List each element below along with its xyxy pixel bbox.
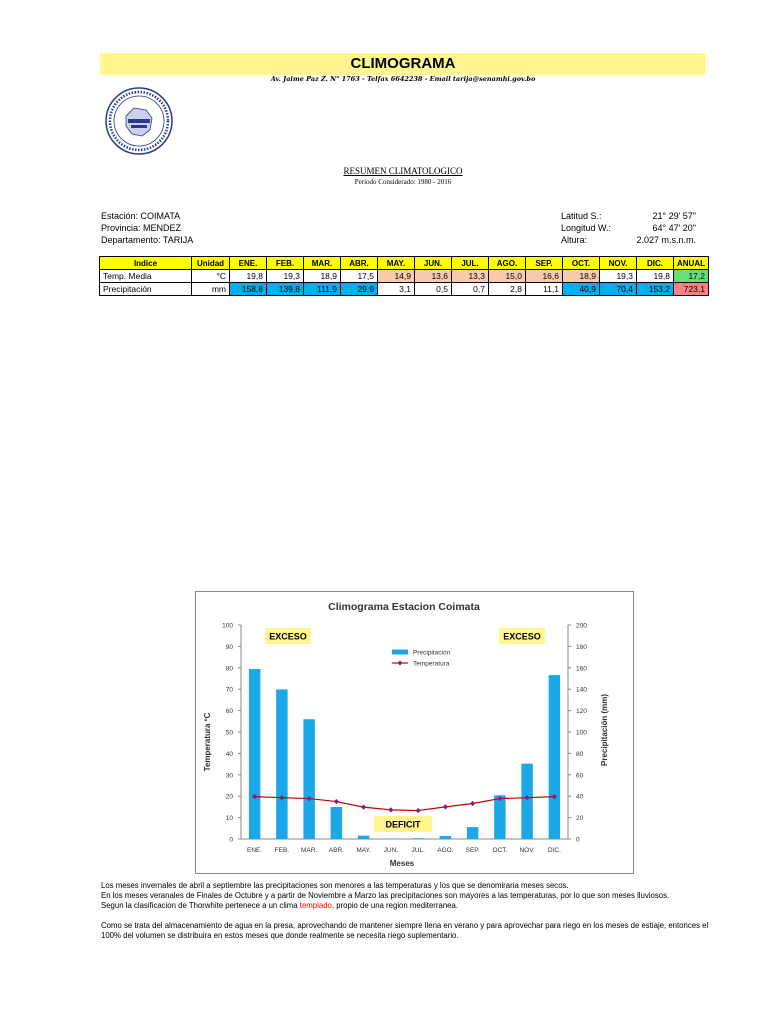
- precipitation-bar: [494, 795, 505, 839]
- classification-text-end: , propio de una region mediterranea.: [331, 901, 459, 910]
- station-info-values: [622, 210, 696, 246]
- y2-tick-label: 100: [576, 729, 587, 737]
- y2-tick-label: 80: [576, 750, 584, 758]
- table-header-cell: MAR.: [304, 257, 341, 270]
- temperature-marker: [443, 804, 448, 809]
- precipitation-bar: [358, 836, 369, 839]
- x-tick-label: JUN.: [383, 847, 399, 854]
- y-tick-label: 20: [225, 793, 233, 801]
- y-tick-label: 10: [225, 815, 233, 823]
- x-tick-label: JUL.: [411, 847, 425, 854]
- table-header-cell: JUL.: [452, 257, 489, 270]
- table-cell: 19,3: [267, 270, 304, 283]
- table-header-cell: Unidad: [192, 257, 230, 270]
- x-tick-label: OCT.: [492, 847, 508, 854]
- paragraph-wet-months: En los meses veranales de Finales de Octubre y a partir de Noviembre a Marzo las precipitaciones son mayores a las temperaturas, por lo que son meses lluviosos.: [101, 891, 670, 900]
- y2-tick-label: 40: [576, 793, 584, 801]
- table-header-cell: JUN.: [415, 257, 452, 270]
- y2-tick-label: 140: [576, 686, 587, 694]
- table-cell: 0,7: [452, 283, 489, 296]
- precipitation-bar: [385, 838, 396, 839]
- period-text: Período Considerado: 1980 - 2016: [354, 178, 452, 186]
- table-cell: 16,6: [526, 270, 563, 283]
- paragraph-reservoir: Como se trata del almacenamiento de agua en la presa, aprovechando de mantener siempre llena en verano y para aprovechar para riego en los meses de estiaje, entonces el 100% del volumen se distribuira en estos meses que donde realmente se necesita riego suplementario.: [101, 921, 709, 940]
- legend-precipitation-label: Precipitación: [413, 649, 451, 657]
- table-header-cell: NOV.: [600, 257, 637, 270]
- page-title: CLIMOGRAMA: [100, 53, 706, 75]
- table-cell: 40,9: [563, 283, 600, 296]
- annotation-label-exceso: EXCESO: [269, 631, 307, 642]
- y-tick-label: 60: [225, 708, 233, 716]
- table-header-cell: ENE.: [230, 257, 267, 270]
- precipitation-bar: [303, 719, 314, 839]
- precipitation-bar: [521, 764, 532, 839]
- table-cell: 18,9: [304, 270, 341, 283]
- station-name: Estación: COIMATA: [101, 211, 181, 221]
- altitude-label: Altura:: [561, 235, 588, 245]
- table-cell: 13,6: [415, 270, 452, 283]
- table-header-cell: ABR.: [341, 257, 378, 270]
- x-tick-label: MAR.: [301, 847, 318, 854]
- temperature-line: [252, 794, 557, 813]
- table-header-cell: Indice: [100, 257, 192, 270]
- y2-tick-label: 60: [576, 772, 584, 780]
- y-axis-label: Temperatura ºC: [203, 712, 212, 772]
- table-header-row: [100, 257, 709, 270]
- latitude-label: Latitud S.:: [561, 211, 602, 221]
- address-line: Av. Jaime Paz Z. N° 1763 - Telfax 6642238 - Email tarija@senamhi.gov.bo: [270, 75, 536, 83]
- table-header-cell: AGO.: [489, 257, 526, 270]
- row-label: Precipitación: [100, 283, 192, 296]
- precipitation-bar: [249, 669, 260, 839]
- y-tick-label: 90: [225, 643, 233, 651]
- table-row-temperature: [100, 270, 709, 283]
- station-info-left: [101, 210, 193, 246]
- station-info-labels: [561, 210, 611, 246]
- precipitation-bar: [467, 827, 478, 839]
- latitude-value: 21° 29' 57": [652, 211, 696, 221]
- classification-text-start: Segun la clasificacion de Thorwhite pertenece a un clima: [101, 901, 300, 910]
- x-tick-label: NOV.: [519, 847, 535, 854]
- table-cell: 111,9: [304, 283, 341, 296]
- x-tick-label: DIC.: [547, 847, 561, 854]
- row-label: Temp. Media: [100, 270, 192, 283]
- y2-tick-label: 20: [576, 815, 584, 823]
- table-cell: 139,8: [267, 283, 304, 296]
- table-cell: 13,3: [452, 270, 489, 283]
- table-cell: 158,8: [230, 283, 267, 296]
- y-tick-label: 50: [225, 729, 233, 737]
- x-axis-label: Meses: [389, 859, 415, 868]
- table-cell: 19,3: [600, 270, 637, 283]
- table-cell: 2,8: [489, 283, 526, 296]
- temperature-marker: [388, 807, 393, 812]
- temperature-line-path: [255, 797, 555, 811]
- altitude-value: 2.027 m.s.n.m.: [636, 235, 696, 245]
- table-cell: 29,9: [341, 283, 378, 296]
- x-tick-label: ABR.: [328, 847, 344, 854]
- precipitation-bars: [249, 669, 560, 839]
- x-tick-label: ENE.: [247, 847, 263, 854]
- table-header-cell: MAY.: [378, 257, 415, 270]
- climate-type-highlight: templado: [299, 901, 332, 910]
- y2-tick-label: 180: [576, 643, 587, 651]
- y-tick-label: 30: [225, 772, 233, 780]
- table-row-precipitation: [100, 283, 709, 296]
- y-tick-label: 70: [225, 686, 233, 694]
- chart-legend: [392, 650, 451, 668]
- department-name: Departamento: TARIJA: [101, 235, 194, 245]
- y2-tick-label: 160: [576, 665, 587, 673]
- precipitation-bar: [440, 836, 451, 839]
- table-cell: 19,8: [637, 270, 674, 283]
- y2-tick-label: 200: [576, 622, 587, 630]
- table-cell: 18,9: [563, 270, 600, 283]
- table-cell: 17,5: [341, 270, 378, 283]
- y-tick-label: 100: [222, 622, 233, 630]
- table-header-cell: OCT.: [563, 257, 600, 270]
- climogram-chart-svg: [196, 592, 633, 873]
- table-cell: 70,4: [600, 283, 637, 296]
- table-header-cell: DIC.: [637, 257, 674, 270]
- annotation-label-exceso: EXCESO: [503, 631, 541, 642]
- table-cell: 15,0: [489, 270, 526, 283]
- temperature-marker: [334, 799, 339, 804]
- institution-seal-logo: [104, 86, 174, 156]
- table-cell: 14,9: [378, 270, 415, 283]
- y-tick-label: 40: [225, 750, 233, 758]
- x-tick-label: AGO.: [437, 847, 454, 854]
- table-cell: 3,1: [378, 283, 415, 296]
- province-name: Provincia: MENDEZ: [101, 223, 182, 233]
- climogram-chart: [195, 591, 634, 874]
- table-cell: 19,8: [230, 270, 267, 283]
- explanation-text: [101, 881, 709, 941]
- x-tick-label: SEP.: [465, 847, 480, 854]
- precipitation-bar: [549, 675, 560, 839]
- row-unit: °C: [192, 270, 230, 283]
- table-header-cell: FEB.: [267, 257, 304, 270]
- legend-temperature-label: Temperatura: [413, 660, 450, 668]
- y-tick-label: 80: [225, 665, 233, 673]
- chart-title: Climograma Estacion Coimata: [328, 601, 480, 613]
- precipitation-bar: [331, 807, 342, 839]
- temperature-marker: [470, 801, 475, 806]
- table-cell: 17,2: [674, 270, 709, 283]
- table-cell: 0,5: [415, 283, 452, 296]
- temperature-marker: [361, 805, 366, 810]
- legend-precipitation-swatch: [392, 650, 408, 655]
- temperature-marker: [416, 808, 421, 813]
- y2-tick-label: 0: [576, 836, 580, 844]
- paragraph-dry-months: Los meses invernales de abril a septiembre las precipitaciones son menores a las temperaturas y los que se denomiraria meses secos.: [101, 881, 569, 890]
- annotation-label-deficit: DEFICIT: [385, 819, 421, 830]
- summary-title: RESUMEN CLIMATOLOGICO: [343, 166, 463, 176]
- x-tick-label: FEB.: [274, 847, 290, 854]
- table-cell: 11,1: [526, 283, 563, 296]
- x-tick-label: MAY.: [356, 847, 371, 854]
- longitude-value: 64° 47' 20": [652, 223, 696, 233]
- precipitation-bar: [276, 689, 287, 839]
- longitude-label: Longitud W.:: [561, 223, 612, 233]
- paragraph-classification: [101, 901, 709, 911]
- table-cell: 153,2: [637, 283, 674, 296]
- y-tick-label: 0: [229, 836, 233, 844]
- climate-table: [99, 256, 709, 296]
- table-header-cell: SEP.: [526, 257, 563, 270]
- table-header-cell: ANUAL: [674, 257, 709, 270]
- table-cell: 723,1: [674, 283, 709, 296]
- precipitation-bar: [412, 838, 423, 839]
- legend-temperature-marker: [398, 661, 403, 666]
- row-unit: mm: [192, 283, 230, 296]
- y2-tick-label: 120: [576, 708, 587, 716]
- y2-axis-label: Precipitación (mm): [600, 693, 609, 767]
